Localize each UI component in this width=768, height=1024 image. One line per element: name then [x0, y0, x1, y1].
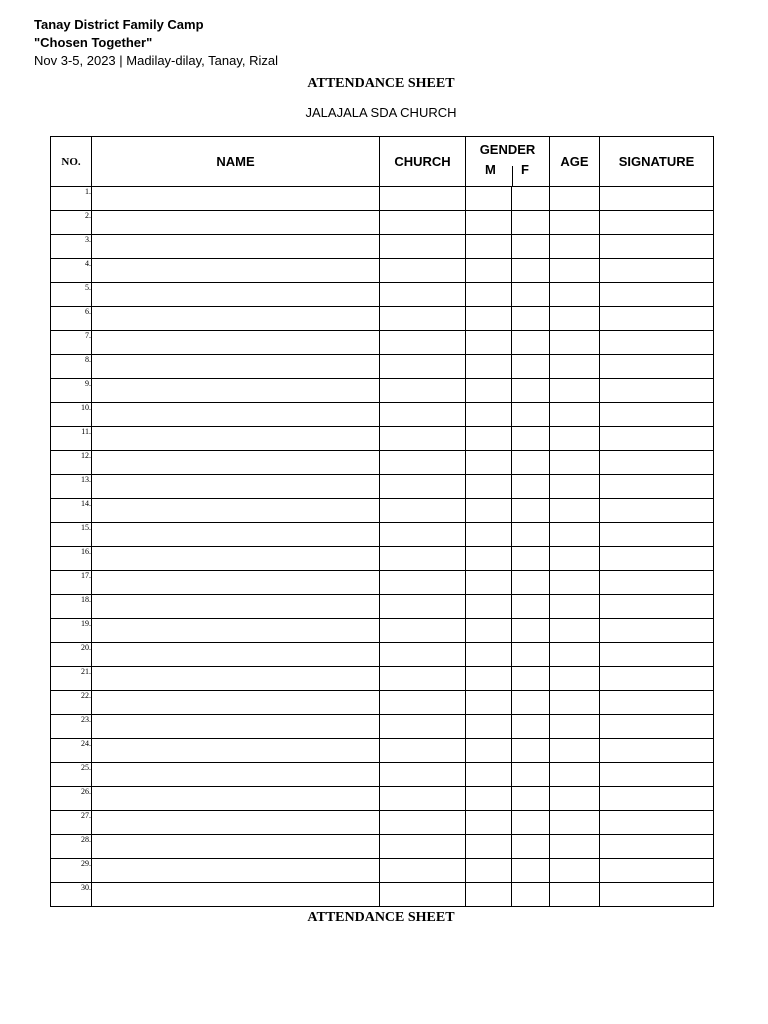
female-cell — [512, 667, 550, 691]
name-cell — [92, 451, 380, 475]
signature-cell — [600, 715, 714, 739]
row-number: 14. — [51, 499, 92, 523]
female-cell — [512, 307, 550, 331]
signature-cell — [600, 619, 714, 643]
row-number: 13. — [51, 475, 92, 499]
table-row — [51, 475, 714, 499]
table-row — [51, 571, 714, 595]
signature-cell — [600, 331, 714, 355]
age-cell — [550, 475, 600, 499]
male-cell — [466, 811, 512, 835]
name-cell — [92, 427, 380, 451]
female-cell — [512, 811, 550, 835]
male-cell — [466, 859, 512, 883]
church-cell — [380, 475, 466, 499]
row-number: 20. — [51, 643, 92, 667]
row-number: 11. — [51, 427, 92, 451]
row-number: 2. — [51, 211, 92, 235]
table-row — [51, 835, 714, 859]
table-row — [51, 595, 714, 619]
female-cell — [512, 403, 550, 427]
table-row — [51, 787, 714, 811]
age-cell — [550, 619, 600, 643]
female-cell — [512, 763, 550, 787]
church-cell — [380, 427, 466, 451]
signature-cell — [600, 523, 714, 547]
table-row — [51, 643, 714, 667]
signature-cell — [600, 259, 714, 283]
male-cell — [466, 595, 512, 619]
age-cell — [550, 547, 600, 571]
table-row — [51, 883, 714, 907]
church-cell — [380, 403, 466, 427]
name-cell — [92, 355, 380, 379]
table-row — [51, 811, 714, 835]
row-number: 10. — [51, 403, 92, 427]
name-cell — [92, 187, 380, 211]
age-cell — [550, 667, 600, 691]
church-cell — [380, 835, 466, 859]
church-cell — [380, 235, 466, 259]
name-cell — [92, 283, 380, 307]
male-cell — [466, 427, 512, 451]
church-cell — [380, 883, 466, 907]
table-row — [51, 355, 714, 379]
name-cell — [92, 811, 380, 835]
signature-cell — [600, 883, 714, 907]
table-row — [51, 523, 714, 547]
age-cell — [550, 379, 600, 403]
row-number: 17. — [51, 571, 92, 595]
table-row — [51, 331, 714, 355]
male-cell — [466, 355, 512, 379]
row-number: 21. — [51, 667, 92, 691]
signature-cell — [600, 451, 714, 475]
row-number: 18. — [51, 595, 92, 619]
signature-cell — [600, 379, 714, 403]
age-cell — [550, 523, 600, 547]
table-row — [51, 691, 714, 715]
name-cell — [92, 403, 380, 427]
church-cell — [380, 523, 466, 547]
church-cell — [380, 187, 466, 211]
name-cell — [92, 547, 380, 571]
male-cell — [466, 307, 512, 331]
male-cell — [466, 619, 512, 643]
row-number: 22. — [51, 691, 92, 715]
age-cell — [550, 883, 600, 907]
gender-divider — [512, 166, 513, 186]
male-cell — [466, 235, 512, 259]
male-cell — [466, 547, 512, 571]
name-cell — [92, 763, 380, 787]
table-row — [51, 619, 714, 643]
row-number: 12. — [51, 451, 92, 475]
male-cell — [466, 259, 512, 283]
female-cell — [512, 883, 550, 907]
name-cell — [92, 307, 380, 331]
church-cell — [380, 547, 466, 571]
male-cell — [466, 499, 512, 523]
male-cell — [466, 451, 512, 475]
name-cell — [92, 595, 380, 619]
female-cell — [512, 475, 550, 499]
row-number: 1. — [51, 187, 92, 211]
row-number: 9. — [51, 379, 92, 403]
row-number: 19. — [51, 619, 92, 643]
signature-cell — [600, 691, 714, 715]
sheet-title: ATTENDANCE SHEET — [307, 76, 455, 91]
signature-cell — [600, 547, 714, 571]
male-cell — [466, 187, 512, 211]
female-cell — [512, 187, 550, 211]
female-cell — [512, 835, 550, 859]
male-cell — [466, 739, 512, 763]
gender-label: GENDER — [479, 142, 536, 157]
church-cell — [380, 859, 466, 883]
signature-cell — [600, 763, 714, 787]
church-cell — [380, 739, 466, 763]
signature-cell — [600, 307, 714, 331]
signature-cell — [600, 355, 714, 379]
male-cell — [466, 763, 512, 787]
female-cell — [512, 283, 550, 307]
event-theme: "Chosen Together" — [34, 35, 153, 50]
row-number: 28. — [51, 835, 92, 859]
row-number: 23. — [51, 715, 92, 739]
church-cell — [380, 667, 466, 691]
age-cell — [550, 859, 600, 883]
church-cell — [380, 619, 466, 643]
church-cell — [380, 691, 466, 715]
female-cell — [512, 379, 550, 403]
footer-title: ATTENDANCE SHEET — [307, 910, 455, 925]
col-header-name: NAME — [92, 137, 380, 187]
row-number: 15. — [51, 523, 92, 547]
row-number: 27. — [51, 811, 92, 835]
row-number: 30. — [51, 883, 92, 907]
age-cell — [550, 259, 600, 283]
male-cell — [466, 667, 512, 691]
row-number: 6. — [51, 307, 92, 331]
table-row — [51, 451, 714, 475]
church-cell — [380, 715, 466, 739]
female-cell — [512, 211, 550, 235]
male-cell — [466, 283, 512, 307]
female-cell — [512, 355, 550, 379]
church-cell — [380, 787, 466, 811]
col-header-age: AGE — [550, 137, 600, 187]
female-cell — [512, 715, 550, 739]
signature-cell — [600, 667, 714, 691]
table-row — [51, 211, 714, 235]
church-cell — [380, 595, 466, 619]
age-cell — [550, 595, 600, 619]
signature-cell — [600, 187, 714, 211]
age-cell — [550, 835, 600, 859]
age-cell — [550, 691, 600, 715]
male-cell — [466, 643, 512, 667]
age-cell — [550, 715, 600, 739]
table-row — [51, 307, 714, 331]
signature-cell — [600, 787, 714, 811]
row-number: 29. — [51, 859, 92, 883]
signature-cell — [600, 235, 714, 259]
attendance-table — [50, 136, 714, 907]
signature-cell — [600, 403, 714, 427]
church-cell — [380, 307, 466, 331]
row-number: 3. — [51, 235, 92, 259]
signature-cell — [600, 211, 714, 235]
age-cell — [550, 811, 600, 835]
male-cell — [466, 523, 512, 547]
male-cell — [466, 715, 512, 739]
signature-cell — [600, 811, 714, 835]
male-cell — [466, 403, 512, 427]
female-cell — [512, 427, 550, 451]
age-cell — [550, 571, 600, 595]
table-row — [51, 187, 714, 211]
table-row — [51, 763, 714, 787]
col-header-gender — [466, 137, 550, 187]
col-header-signature: SIGNATURE — [600, 137, 714, 187]
age-cell — [550, 643, 600, 667]
church-cell — [380, 355, 466, 379]
name-cell — [92, 787, 380, 811]
signature-cell — [600, 643, 714, 667]
age-cell — [550, 451, 600, 475]
male-cell — [466, 883, 512, 907]
signature-cell — [600, 859, 714, 883]
name-cell — [92, 379, 380, 403]
age-cell — [550, 427, 600, 451]
name-cell — [92, 643, 380, 667]
church-cell — [380, 379, 466, 403]
col-header-no: NO. — [51, 137, 92, 187]
age-cell — [550, 307, 600, 331]
table-row — [51, 379, 714, 403]
name-cell — [92, 691, 380, 715]
signature-cell — [600, 475, 714, 499]
name-cell — [92, 619, 380, 643]
name-cell — [92, 211, 380, 235]
name-cell — [92, 523, 380, 547]
female-cell — [512, 259, 550, 283]
table-row — [51, 547, 714, 571]
age-cell — [550, 499, 600, 523]
name-cell — [92, 715, 380, 739]
female-cell — [512, 235, 550, 259]
female-cell — [512, 331, 550, 355]
name-cell — [92, 259, 380, 283]
female-cell — [512, 787, 550, 811]
female-cell — [512, 547, 550, 571]
signature-cell — [600, 571, 714, 595]
age-cell — [550, 283, 600, 307]
table-row — [51, 859, 714, 883]
male-cell — [466, 571, 512, 595]
church-cell — [380, 811, 466, 835]
table-body — [51, 187, 714, 907]
signature-cell — [600, 835, 714, 859]
church-cell — [380, 211, 466, 235]
male-cell — [466, 835, 512, 859]
table-header-row — [51, 137, 714, 187]
gender-male-label: M — [485, 162, 496, 177]
row-number: 24. — [51, 739, 92, 763]
signature-cell — [600, 283, 714, 307]
female-cell — [512, 523, 550, 547]
female-cell — [512, 571, 550, 595]
church-cell — [380, 259, 466, 283]
table-row — [51, 283, 714, 307]
male-cell — [466, 691, 512, 715]
name-cell — [92, 835, 380, 859]
signature-cell — [600, 739, 714, 763]
female-cell — [512, 859, 550, 883]
col-header-church: CHURCH — [380, 137, 466, 187]
row-number: 25. — [51, 763, 92, 787]
table-row — [51, 235, 714, 259]
name-cell — [92, 739, 380, 763]
signature-cell — [600, 595, 714, 619]
table-row — [51, 667, 714, 691]
name-cell — [92, 499, 380, 523]
event-name: Tanay District Family Camp — [34, 17, 204, 32]
age-cell — [550, 187, 600, 211]
female-cell — [512, 499, 550, 523]
name-cell — [92, 235, 380, 259]
name-cell — [92, 475, 380, 499]
female-cell — [512, 691, 550, 715]
row-number: 8. — [51, 355, 92, 379]
female-cell — [512, 595, 550, 619]
female-cell — [512, 643, 550, 667]
row-number: 5. — [51, 283, 92, 307]
table-row — [51, 427, 714, 451]
name-cell — [92, 883, 380, 907]
church-name: JALAJALA SDA CHURCH — [305, 105, 457, 120]
church-cell — [380, 763, 466, 787]
church-cell — [380, 451, 466, 475]
male-cell — [466, 331, 512, 355]
signature-cell — [600, 499, 714, 523]
table-row — [51, 715, 714, 739]
table-row — [51, 403, 714, 427]
age-cell — [550, 355, 600, 379]
event-date-location: Nov 3-5, 2023 | Madilay-dilay, Tanay, Rizal — [34, 53, 278, 68]
age-cell — [550, 211, 600, 235]
female-cell — [512, 739, 550, 763]
table-row — [51, 499, 714, 523]
male-cell — [466, 475, 512, 499]
row-number: 26. — [51, 787, 92, 811]
name-cell — [92, 667, 380, 691]
name-cell — [92, 571, 380, 595]
name-cell — [92, 331, 380, 355]
age-cell — [550, 787, 600, 811]
male-cell — [466, 211, 512, 235]
signature-cell — [600, 427, 714, 451]
church-cell — [380, 331, 466, 355]
male-cell — [466, 379, 512, 403]
row-number: 16. — [51, 547, 92, 571]
table-row — [51, 259, 714, 283]
age-cell — [550, 403, 600, 427]
age-cell — [550, 331, 600, 355]
row-number: 4. — [51, 259, 92, 283]
table-row — [51, 739, 714, 763]
church-cell — [380, 643, 466, 667]
age-cell — [550, 763, 600, 787]
name-cell — [92, 859, 380, 883]
church-cell — [380, 283, 466, 307]
church-cell — [380, 571, 466, 595]
row-number: 7. — [51, 331, 92, 355]
female-cell — [512, 451, 550, 475]
church-cell — [380, 499, 466, 523]
female-cell — [512, 619, 550, 643]
age-cell — [550, 739, 600, 763]
gender-female-label: F — [521, 162, 529, 177]
age-cell — [550, 235, 600, 259]
male-cell — [466, 787, 512, 811]
